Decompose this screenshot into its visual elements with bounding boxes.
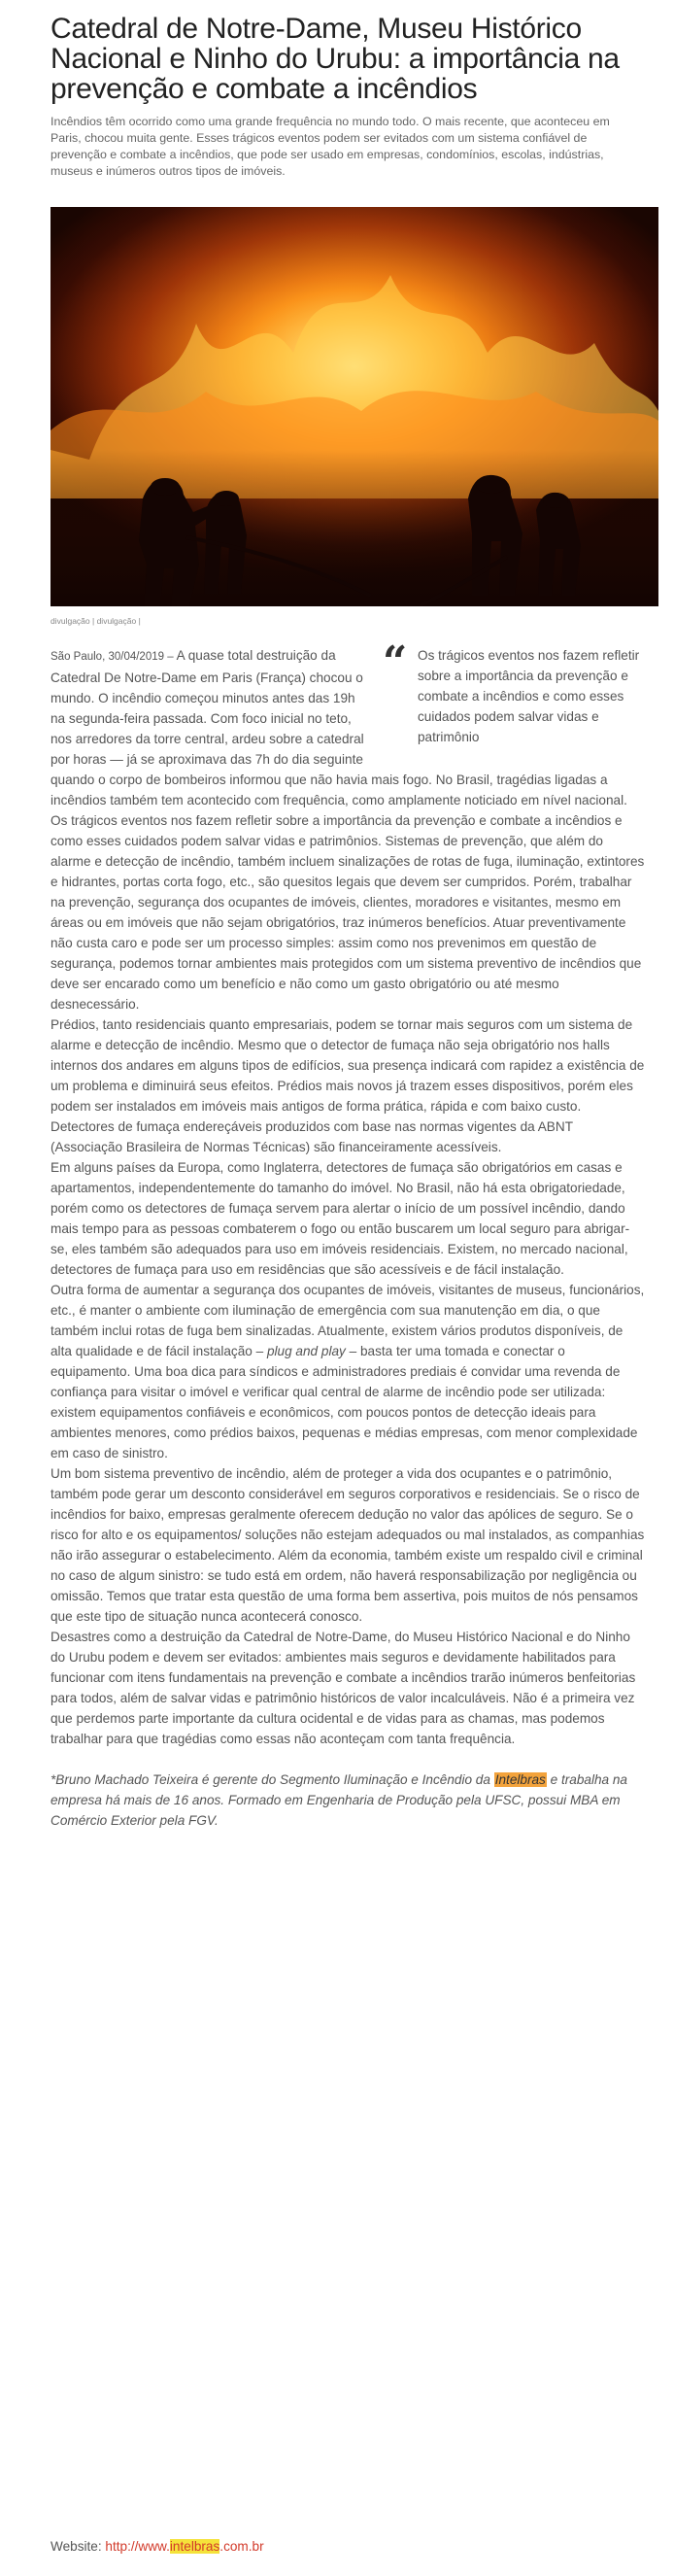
pull-quote	[383, 637, 645, 747]
website-link[interactable]	[105, 2539, 263, 2554]
website-label: Website:	[51, 2539, 102, 2554]
signature-end: e trabalha na empresa há mais de 16 anos. Formado em Engenharia de Produção pela UFSC, possui MBA em Comércio Exterior pela FGV.	[51, 1772, 627, 1828]
firefighters-photo	[51, 207, 658, 606]
paragraph-6: Desastres como a destruição da Catedral de Notre-Dame, do Museu Histórico Nacional e do Ninho do Urubu podem e devem ser evitados: ambientes mais seguros e devidamente habilitados para funcionar com itens fundamentais na prevenção e combate a incêndios trarão inúmeros benfeitorias para todos, além de salvar vidas e patrimônio históricos de valor incalculáveis. Não é a primeira vez que perdemos parte importante da cultura ocidental e de vidas para as chamas, mas podemos trabalhar para que tragédias como essas não aconteçam com tanta frequência.	[51, 1630, 636, 1746]
paragraph-1: Os trágicos eventos nos fazem refletir sobre a importância da prevenção e combate a incêndios e como esses cuidados podem salvar vidas e patrimônios. Sistemas de prevenção, que além do alarme e detecção de incêndio, também incluem sinalizações de rotas de fuga, iluminação, extintores e hidrantes, portas corta fogo, etc., são quesitos legais que devem ser cumpridos. Porém, trabalhar na prevenção, segurança dos ocupantes de imóveis, clientes, moradores e visitantes, mesmo em áreas ou em imóveis que não sejam obrigatórios, traz inúmeros benefícios. Atuar preventivamente não custa caro e pode ser um processo simples: assim como nos prevenimos em questão de segurança, podemos tornar ambientes mais protegidos com um sistema preventivo de incêndios que deve ser encarado como um benefício e não como um gasto obrigatório ou até mesmo desnecessário.	[51, 813, 645, 1012]
image-caption: divulgação | divulgação |	[51, 616, 141, 626]
intro-text: A quase total destruição da Catedral De Notre-Dame em Paris (França) chocou o mundo. O incêndio começou minutos antes das 19h na segunda-feira passada. Com foco inicial no teto, nos arredores da torre central, ardeu sobre a catedral por horas — já se aproximava das 7h do dia seguinte quando o corpo de bombeiros informou que não havia mais fogo. No Brasil, tragédias ligadas a incêndios também tem acontecido com frequência, como amplamente noticiado em nível nacional.	[51, 648, 627, 807]
pull-quote-text: Os trágicos eventos nos fazem refletir sobre a importância da prevenção e combate a incêndios e como esses cuidados podem salvar vidas e patrimônio	[418, 648, 640, 744]
article-lead: Incêndios têm ocorrido como uma grande frequência no mundo todo. O mais recente, que aconteceu em Paris, chocou muita gente. Esses trágicos eventos podem ser evitados com um sistema confiável de prevenção e combate a incêndios, que pode ser usado em empresas, condomínios, escolas, indústrias, museus e inúmeros outros tipos de imóveis.	[51, 115, 610, 178]
paragraph-2: Prédios, tanto residenciais quanto empresariais, podem se tornar mais seguros com um sistema de alarme e detecção de incêndio. Mesmo que o detector de fumaça não seja obrigatório nos halls internos dos andares em alguns tipos de edifícios, sua presença indicará com rapidez a existência de um problema e diminuirá seus efeitos. Prédios mais novos já trazem esses dispositivos, porém eles podem ser instalados em imóveis mais antigos de forma prática, rápida e com baixo custo. Detectores de fumaça endereçáveis produzidos com base nas normas vigentes da ABNT (Associação Brasileira de Normas Técnicas) são financeiramente acessíveis.	[51, 1017, 645, 1154]
article-title: Catedral de Notre-Dame, Museu Histórico Nacional e Ninho do Urubu: a importância na prevenção e combate a incêndios	[51, 13, 620, 105]
paragraph-4-start: Outra forma de aumentar a segurança dos ocupantes de imóveis, visitantes de museus, funcionários, etc., é manter o ambiente com iluminação de emergência com sua manutenção em dia, o que também inclui rotas de fuga bem sinalizadas. Atualmente, existem vários produtos disponíveis, de alta qualidade e de fácil instalação –	[51, 1283, 645, 1358]
dateline: São Paulo, 30/04/2019 –	[51, 651, 174, 663]
paragraph-4	[51, 1280, 645, 1463]
paragraph-5: Um bom sistema preventivo de incêndio, além de proteger a vida dos ocupantes e o patrimônio, também pode gerar um desconto considerável em seguros corporativos e residenciais. Se o risco de incêndios for baixo, empresas geralmente oferecem dedução no valor das apólices de seguro. Se o risco for alto e os equipamentos/ soluções não estejam adequados ou mal instalados, as companhias não irão assegurar o estabelecimento. Além da economia, também existe um respaldo civil e criminal no caso de algum sinistro: se tudo está em ordem, não haverá responsabilização por negligência ou omissão. Temos que tratar esta questão de uma forma bem assertiva, pois muitos de nós pensamos que este tipo de situação nunca acontecerá conosco.	[51, 1466, 645, 1624]
website-url-brand: intelbras	[169, 2539, 220, 2554]
paragraph-3: Em alguns países da Europa, como Inglaterra, detectores de fumaça são obrigatórios em casas e apartamentos, independentemente do tamanho do imóvel. No Brasil, não há esta obrigatoriedade, porém como os detectores de fumaça servem para alertar o início de um possível incêndio, dando mais tempo para as pessoas combaterem o fogo ou então buscarem um local seguro para abrigar-se, eles também são adequados para uso em imóveis residenciais. Existem, no mercado nacional, detectores de fumaça para uso em residências que são acessíveis e de fácil instalação.	[51, 1160, 630, 1277]
website-url-prefix: http://www.	[105, 2539, 170, 2554]
brand-highlight: Intelbras	[494, 1772, 546, 1787]
intro-section	[51, 637, 645, 810]
quote-icon: “	[383, 637, 408, 687]
firefighters-illustration	[51, 207, 658, 606]
plug-and-play-term: plug and play	[266, 1344, 346, 1358]
website-line	[51, 2539, 264, 2554]
signature-start: *Bruno Machado Teixeira é gerente do Segmento Iluminação e Incêndio da	[51, 1772, 490, 1787]
paragraph-4-end: – basta ter uma tomada e conectar o equipamento. Uma boa dica para síndicos e administradores prediais é convidar uma revenda de confiança para visitar o imóvel e verificar qual central de alarme de incêndio pode ser utilizada: existem equipamentos confiáveis e econômicos, com poucos pontos de detecção ideais para ambientes menores, como prédios baixos, pequenas e médias empresas, com menor complexidade em caso de sinistro.	[51, 1344, 638, 1460]
author-signature	[51, 1769, 645, 1831]
website-url-suffix: .com.br	[219, 2539, 264, 2554]
